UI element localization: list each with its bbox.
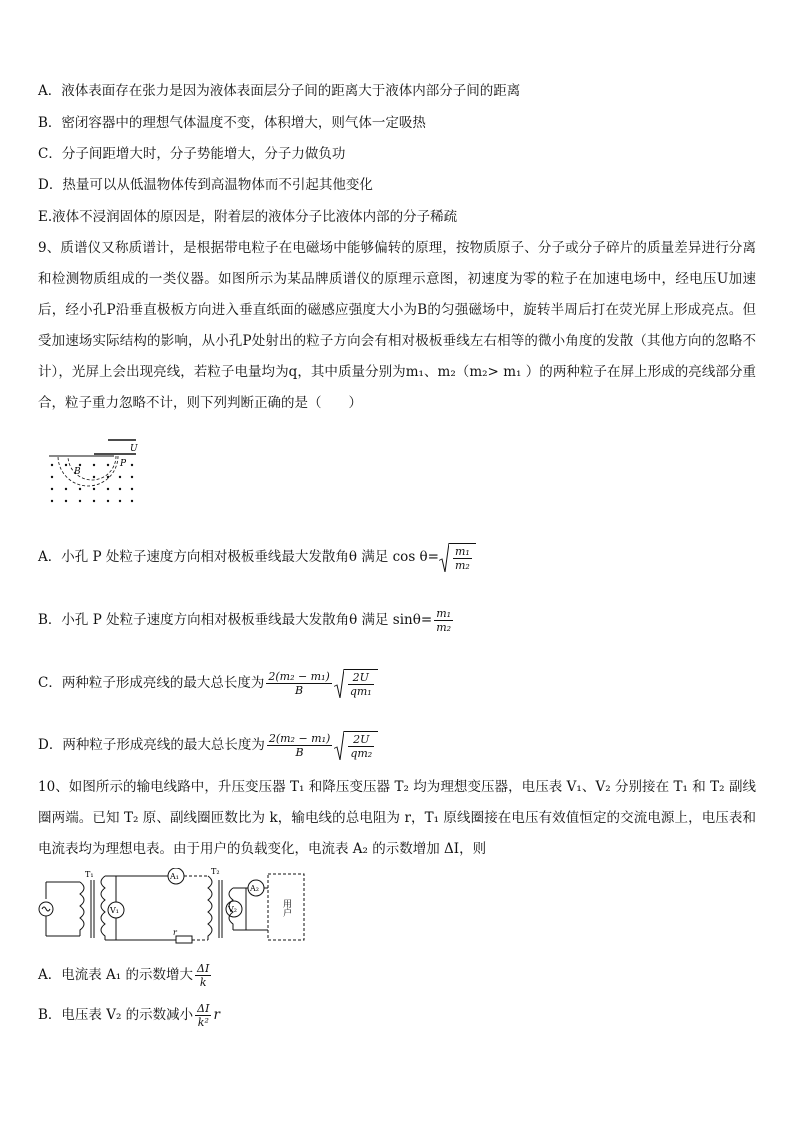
q9-option-c-text: C．两种粒子形成亮线的最大总长度为 xyxy=(38,675,265,691)
fig-label-t1: T₁ xyxy=(85,870,94,879)
q9-option-c-rnum: 2U xyxy=(348,671,374,685)
q9-option-d-text: D．两种粒子形成亮线的最大总长度为 xyxy=(38,737,265,753)
q10-option-a-num: ΔI xyxy=(197,962,210,975)
fig-label-p: P xyxy=(120,459,127,469)
q9-option-d-sqrt xyxy=(334,731,378,760)
q9-option-b xyxy=(38,607,455,634)
q10-option-b-den: k² xyxy=(197,1016,209,1029)
q9-option-a xyxy=(38,543,476,572)
q10-option-a xyxy=(38,962,213,989)
q8-option-a: A．液体表面存在张力是因为液体表面层分子间的距离大于液体内部分子间的距离 xyxy=(38,83,521,99)
q9-option-b-den: m₂ xyxy=(436,621,452,634)
q9-option-a-num: m₁ xyxy=(454,545,470,558)
q9-option-c-den: B xyxy=(295,684,304,697)
q10-option-b-tail: r xyxy=(213,1007,220,1023)
q9-option-c-rden: qm₁ xyxy=(349,685,372,698)
q9-option-c-num: 2(m₂ − m₁) xyxy=(268,670,330,683)
fig-label-r: r xyxy=(173,928,177,937)
q9-option-d xyxy=(38,731,378,760)
q8-option-e: E.液体不浸润固体的原因是，附着层的液体分子比液体内部的分子稀疏 xyxy=(38,209,458,225)
q8-option-b: B．密闭容器中的理想气体温度不变，体积增大，则气体一定吸热 xyxy=(38,115,426,131)
fig-label-v1: V₁ xyxy=(110,906,119,915)
fig-label-t2: T₂ xyxy=(211,868,220,876)
q10-option-a-den: k xyxy=(199,976,207,989)
q9-option-d-num: 2(m₂ − m₁) xyxy=(268,732,331,745)
q9-option-b-text: B．小孔 P 处粒子速度方向相对极板垂线最大发散角θ 满足 sinθ= xyxy=(38,612,433,628)
fig-label-a1: A₁ xyxy=(170,872,179,881)
q10-option-b xyxy=(38,1002,220,1029)
q9-option-d-rden: qm₂ xyxy=(350,747,373,760)
fig-label-a2: A₂ xyxy=(250,884,259,893)
q8-option-c: C．分子间距增大时，分子势能增大，分子力做负功 xyxy=(38,146,346,162)
q10-stem: 10、如图所示的输电线路中，升压变压器 T₁ 和降压变压器 T₂ 均为理想变压器，电压表 V₁、V₂ 分别接在 T₁ 和 T₂ 副线圈两端。已知 T₂ 原、副线圈匝数比为 k，输电线的总电阻为 r，T₁ 原线圈接在电压有效值恒定的交流电源上，电压表和电流表均为理想电表。由于用户的负载变化，电流表 A₂ 的示数增加 ΔI，则 xyxy=(38,779,756,857)
q9-option-d-den: B xyxy=(295,746,304,759)
q9-option-b-num: m₁ xyxy=(436,607,452,620)
q9-option-a-sqrt xyxy=(439,543,476,572)
transmission-circuit-figure xyxy=(36,868,308,948)
q10-option-b-text: B．电压表 V₂ 的示数减小 xyxy=(38,1007,194,1023)
fig-label-user: 用户 xyxy=(281,899,291,917)
q9-option-c-sqrt xyxy=(334,669,378,698)
q8-option-d: D．热量可以从低温物体传到高温物体而不引起其他变化 xyxy=(38,177,373,193)
fig-label-b: B xyxy=(74,467,81,477)
q9-stem: 9、质谱仪又称质谱计，是根据带电粒子在电磁场中能够偏转的原理，按物质原子、分子或分子碎片的质量差异进行分离和检测物质组成的一类仪器。如图所示为某品牌质谱仪的原理示意图，初速度为零的粒子在加速电场中，经电压U加速后，经小孔P沿垂直极板方向进入垂直纸面的磁感应强度大小为B的匀强磁场中，旋转半周后打在荧光屏上形成亮点。但受加速场实际结构的影响，从小孔P处射出的粒子方向会有相对极板垂线左右相等的微小角度的发散（其他方向的忽略不计），光屏上会出现亮线，若粒子电量均为q，其中质量分别为m₁、m₂（m₂> m₁ ）的两种粒子在屏上形成的亮线部分重合，粒子重力忽略不计，则下列判断正确的是（ ） xyxy=(38,240,756,411)
q9-option-d-rnum: 2U xyxy=(348,733,374,747)
q10-option-b-num: ΔI xyxy=(197,1002,210,1015)
q9-option-a-den: m₂ xyxy=(454,559,470,572)
fig-label-u: U xyxy=(130,444,138,454)
q9-option-a-text: A．小孔 P 处粒子速度方向相对极板垂线最大发散角θ 满足 cos θ= xyxy=(38,549,439,565)
q10-option-a-text: A．电流表 A₁ 的示数增大 xyxy=(38,967,193,983)
mass-spectrometer-figure xyxy=(44,436,144,506)
q9-option-c xyxy=(38,669,378,698)
fig-label-v2: V₂ xyxy=(228,905,237,914)
